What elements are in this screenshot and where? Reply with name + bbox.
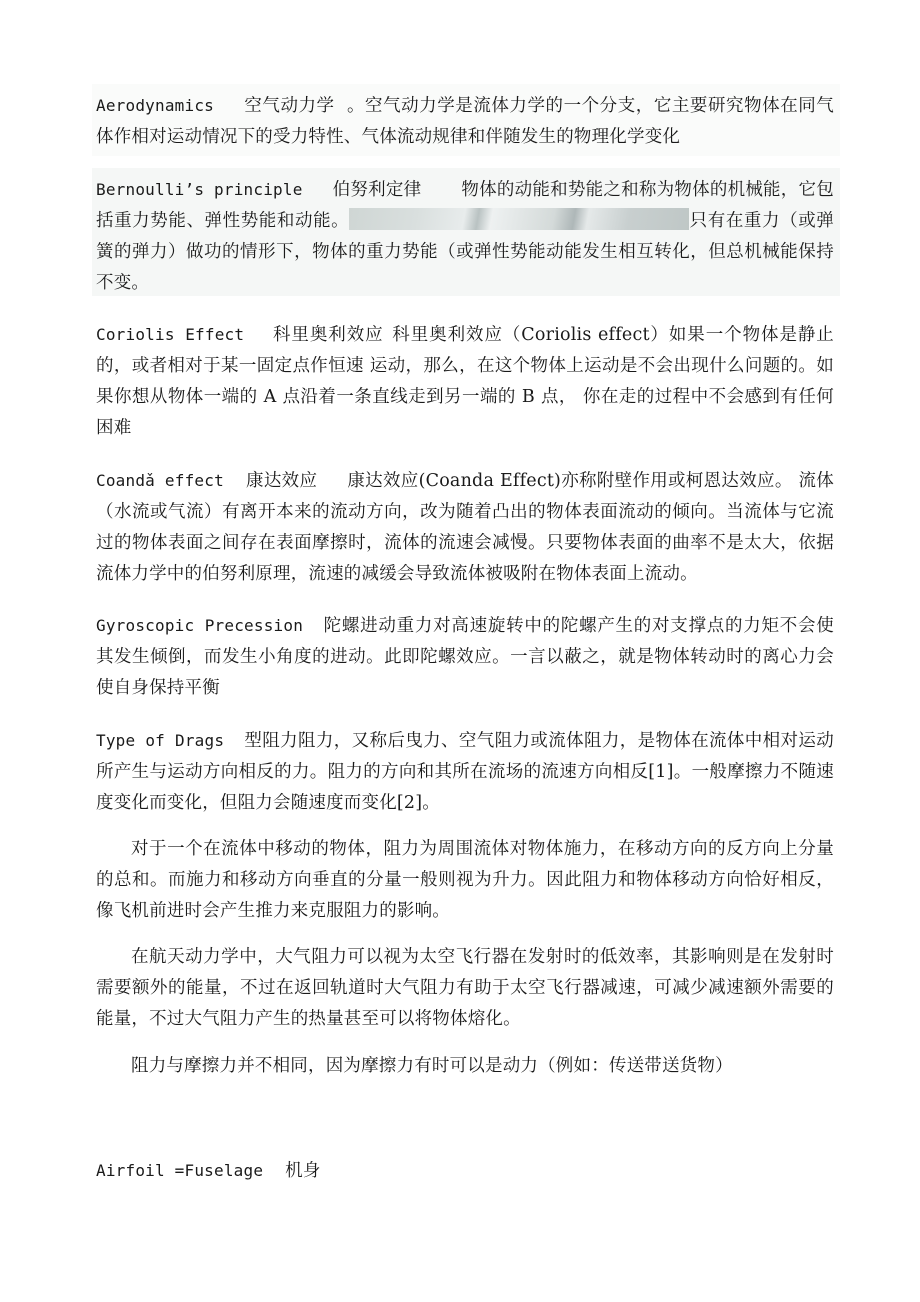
drag-paragraph-3: 阻力与摩擦力并不相同，因为摩擦力有时可以是动力（例如：传送带送货物） [131, 1056, 733, 1076]
embedded-photo-strip [349, 208, 689, 230]
drag-paragraph-2: 在航天动力学中，大气阻力可以视为太空飞行器在发射时的低效率，其影响则是在发射时需要额外的能量，不过在返回轨道时大气阻力有助于太空飞行器减速，可减少减速额外需要的能量，不过大气阻力产生的热量甚至可以将物体熔化。 [96, 947, 834, 1029]
entry-translation: 伯努利定律 [332, 180, 422, 200]
entry-text: 陀螺进动重力对高速旋转中的陀螺产生的对支撑点的力矩不会使其发生倾倒，而发生小角度的进动。此即陀螺效应。一言以蔽之，就是物体转动时的离心力会使自身保持平衡 [96, 616, 834, 698]
entry-bernoulli [96, 174, 834, 299]
entry-term: Bernoulli’s principle [96, 180, 303, 199]
entry-term: Coandǎ effect [96, 471, 224, 490]
entry-translation: 康达效应 [245, 471, 318, 491]
entry-term: Gyroscopic Precession [96, 616, 304, 635]
entry-term: Type of Drags [96, 731, 225, 750]
entry-coriolis [96, 319, 834, 444]
entry-translation: 机身 [285, 1161, 321, 1181]
drag-paragraph-1: 对于一个在流体中移动的物体，阻力为周围流体对物体施力，在移动方向的反方向上分量的总和。而施力和移动方向垂直的分量一般则视为升力。因此阻力和物体移动方向恰好相反，像飞机前进时会产生推力来克服阻力的影响。 [96, 839, 834, 921]
entry-text: 型阻力阻力，又称后曳力、空气阻力或流体阻力，是物体在流体中相对运动所产生与运动方向相反的力。阻力的方向和其所在流场的流速方向相反[1]。一般摩擦力不随速度变化而变化，但阻力会随速度而变化[2]。 [96, 731, 835, 813]
entry-text: 。空气动力学是流体力学的一个分支，它主要研究物体在同气体作相对运动情况下的受力特性、气体流动规律和伴随发生的物理化学变化 [96, 96, 834, 147]
entry-text-after: 只有在重力（或弹簧的弹力）做功的情形下，物体的重力势能（或弹性势能动能发生相互转化，但总机械能保持不变。 [96, 211, 834, 293]
entry-coanda [96, 465, 834, 590]
entry-text: 康达效应(Coanda Effect)亦称附壁作用或柯恩达效应。 流体（水流或气流）有离开本来的流动方向，改为随着凸出的物体表面流动的倾向。当流体与它流过的物体表面之间存在表面摩擦时，流体的流速会减慢。只要物体表面的曲率不是太大，依据流体力学中的伯努利原理，流速的减缓会导致流体被吸附在物体表面上流动。 [96, 471, 834, 584]
entry-translation: 科里奥利效应 [272, 325, 384, 345]
entry-term: Aerodynamics [96, 96, 214, 115]
entry-aerodynamics [96, 90, 834, 153]
entry-term: Airfoil =Fuselage [96, 1161, 264, 1180]
entry-text-before: 物体的动能和势能之和称为物体的机械能，它包括重力势能、弹性势能和动能。 [96, 180, 834, 231]
entry-text: 科里奥利效应（Coriolis effect）如果一个物体是静止的，或者相对于某一固定点作恒速 运动，那么，在这个物体上运动是不会出现什么问题的。如果你想从物体一端的 A 点沿着一条直线走到另一端的 B 点， 你在走的过程中不会感到有任何困难 [96, 325, 835, 438]
entry-term: Coriolis Effect [96, 325, 245, 344]
entry-airfoil [96, 1155, 834, 1187]
entry-type-of-drags [96, 725, 834, 819]
entry-gyroscopic-precession [96, 610, 834, 704]
entry-translation: 空气动力学 [244, 96, 335, 116]
